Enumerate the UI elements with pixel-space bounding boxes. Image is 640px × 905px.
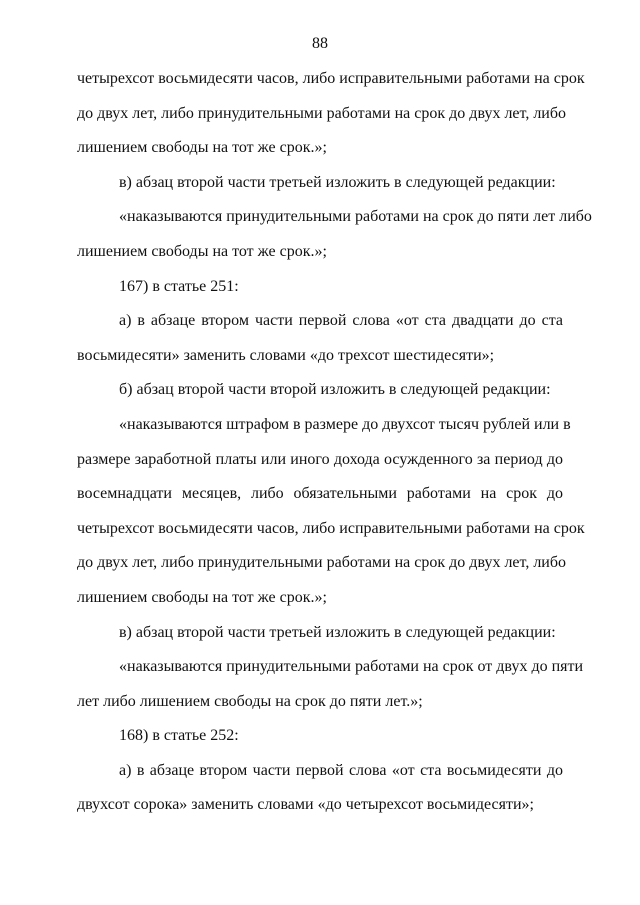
text-line: «наказываются штрафом в размере до двухсот тысяч рублей или в <box>119 415 571 433</box>
text-line: до двух лет, либо принудительными работами на срок до двух лет, либо <box>77 104 567 122</box>
text-line: лишением свободы на тот же срок.»; <box>77 588 327 606</box>
text-line: лишением свободы на тот же срок.»; <box>77 242 327 260</box>
text-line: 167) в статье 251: <box>119 277 239 295</box>
text-line: 168) в статье 252: <box>119 727 239 745</box>
text-line: двухсот сорока» заменить словами «до четырехсот восьмидесяти»; <box>77 796 534 814</box>
text-line: а) в абзаце втором части первой слова «от ста восьмидесяти до <box>119 761 563 779</box>
text-line: б) абзац второй части второй изложить в следующей редакции: <box>119 381 551 399</box>
text-line: до двух лет, либо принудительными работами на срок до двух лет, либо <box>77 554 567 572</box>
text-line: «наказываются принудительными работами на срок от двух до пяти <box>119 658 584 676</box>
text-line: четырехсот восьмидесяти часов, либо исправительными работами на срок <box>77 70 585 87</box>
document-body <box>77 62 592 823</box>
text-line: четырехсот восьмидесяти часов, либо исправительными работами на срок <box>77 519 585 537</box>
text-line: в) абзац второй части третьей изложить в следующей редакции: <box>119 173 556 191</box>
text-line: а) в абзаце втором части первой слова «от ста двадцати до ста <box>119 312 563 330</box>
text-line: лет либо лишением свободы на срок до пяти лет.»; <box>77 692 423 710</box>
text-line: восемнадцати месяцев, либо обязательными работами на срок до <box>77 485 563 503</box>
text-line: лишением свободы на тот же срок.»; <box>77 139 327 157</box>
text-line: в) абзац второй части третьей изложить в следующей редакции: <box>119 623 556 641</box>
page-number: 88 <box>312 35 328 52</box>
text-line: «наказываются принудительными работами на срок до пяти лет либо <box>119 208 592 226</box>
text-line: восьмидесяти» заменить словами «до трехсот шестидесяти»; <box>77 346 495 364</box>
text-line: размере заработной платы или иного дохода осужденного за период до <box>77 450 563 468</box>
